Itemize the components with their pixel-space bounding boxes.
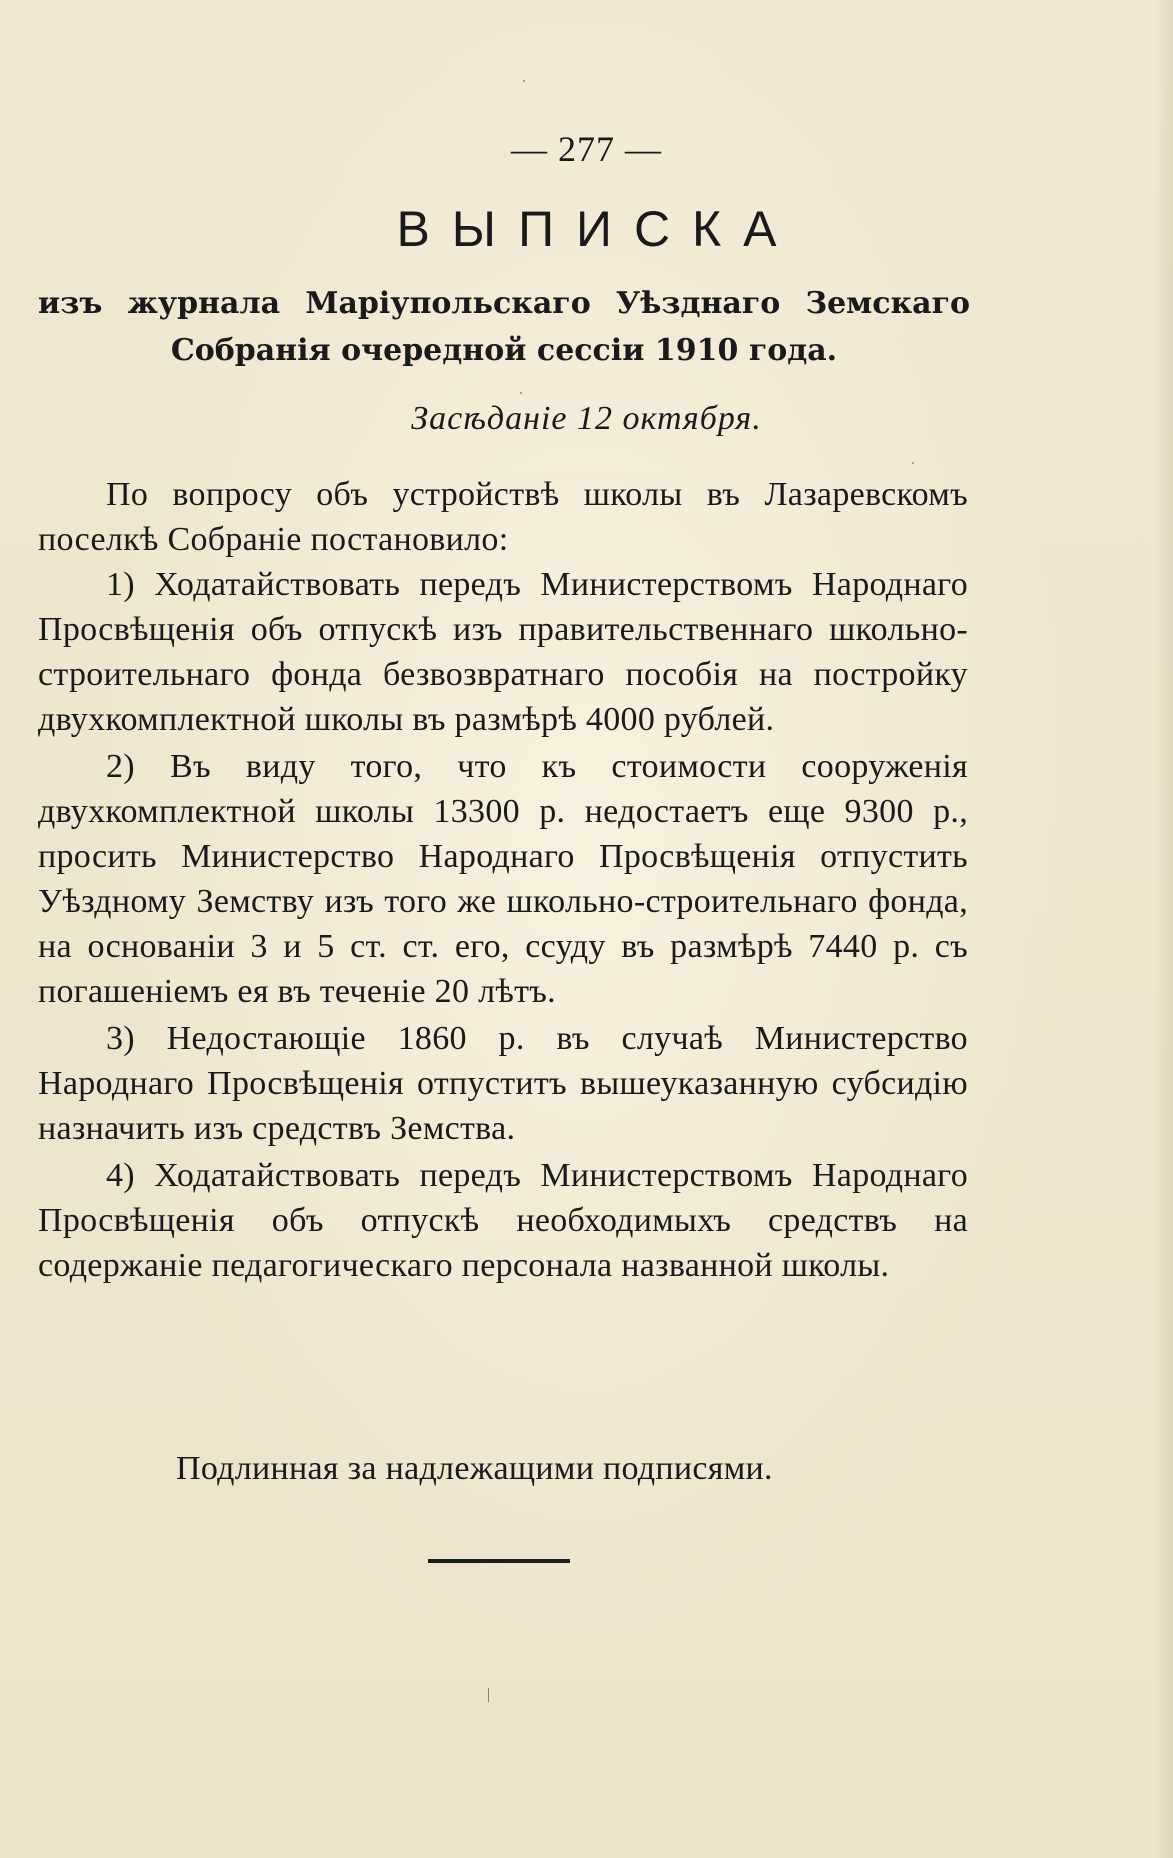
paragraph-item-3: 3) Недостающіе 1860 р. въ случаѣ Министерство Народнаго Просвѣщенія отпуститъ вышеуказанную субсидію назначить изъ средствъ Земства. <box>38 1020 968 1147</box>
paragraph-intro: По вопросу объ устройствѣ школы въ Лазаревскомъ поселкѣ Собраніе постановило: <box>38 476 968 558</box>
document-title: ВЫПИСКА <box>396 201 799 257</box>
paragraph-item-2: 2) Въ виду того, что къ стоимости сооруженія двухкомплектной школы 13300 р. недостаетъ еще 9300 р., просить Министерство Народнаго Просвѣщенія отпустить Уѣздному Земству изъ того же школьно-строительнаго фонда, на основаніи 3 и 5 ст. ст. его, ссуду въ размѣрѣ 7440 р. съ погашеніемъ ея въ теченіе 20 лѣтъ. <box>38 748 968 1010</box>
paper-speck <box>912 462 914 464</box>
paragraph-item-1: 1) Ходатайствовать передъ Министерствомъ Народнаго Просвѣщенія объ отпускѣ изъ правительственнаго школьно-строительнаго фонда безвозвратнаго пособія на постройку двухкомплектной школы въ размѣрѣ 4000 рублей. <box>38 566 968 738</box>
closing-rule <box>428 1559 570 1563</box>
paper-speck <box>523 80 525 82</box>
session-date: Засѣданіе 12 октября. <box>411 400 762 437</box>
page-edge-shadow <box>1155 0 1173 1858</box>
document-subtitle: изъ журнала Маріупольскаго Уѣзднаго Земскаго Собранія очередной сессіи 1910 года. <box>38 286 970 368</box>
paper-speck <box>488 1688 489 1702</box>
paragraph-item-4: 4) Ходатайствовать передъ Министерствомъ Народнаго Просвѣщенія объ отпускѣ необходимыхъ средствъ на содержаніе педагогическаго персонала названной школы. <box>38 1157 968 1284</box>
page-number: — 277 — <box>511 129 662 169</box>
signature-note: Подлинная за надлежащими подписями. <box>176 1450 773 1487</box>
document-body <box>38 472 968 1288</box>
paper-speck <box>520 392 522 394</box>
